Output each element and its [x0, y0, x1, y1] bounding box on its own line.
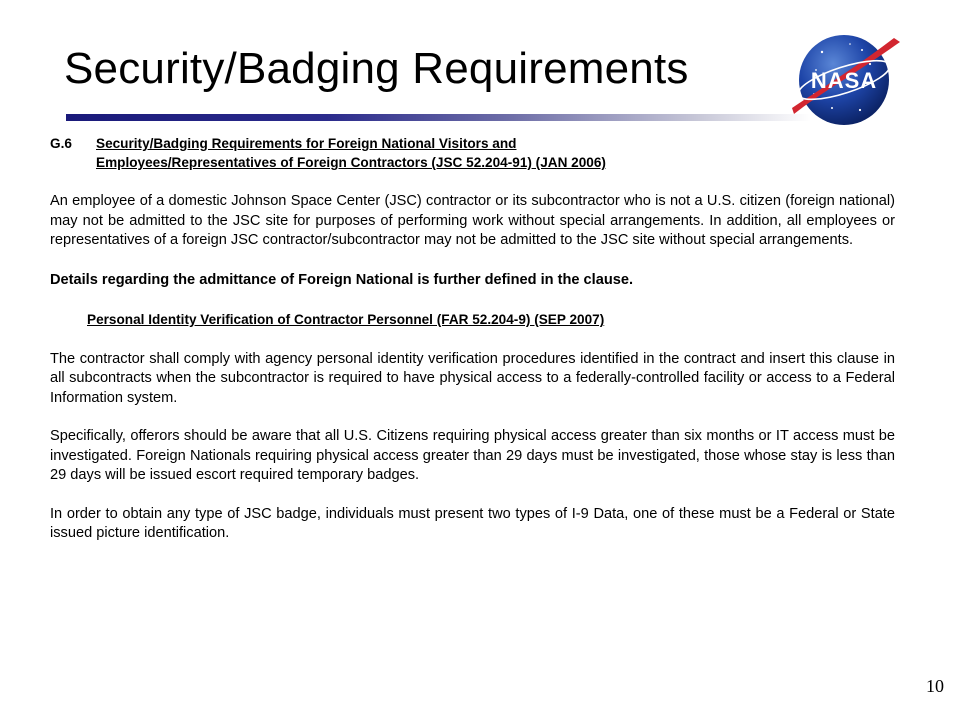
clause-g6-details: Details regarding the admittance of Foreign National is further defined in the clause.: [50, 271, 634, 288]
clause-g6-title-line2: Employees/Representatives of Foreign Contractors (JSC 52.204-91) (JAN 2006): [96, 155, 606, 170]
clause-g6-title-line1: Security/Badging Requirements for Foreign National Visitors and: [96, 136, 517, 151]
nasa-logo-wordmark: NASA: [810, 68, 878, 93]
slide-content: [50, 134, 895, 544]
title-underline-bar: [66, 114, 811, 121]
clause-g6-number: G.6: [50, 136, 72, 151]
clause-far-paragraph-2: Specifically, offerors should be aware that all U.S. Citizens requiring physical access greater than six months or IT access must be investigated. Foreign Nationals requiring physical access greater than 29 days must be investigated, those whose stay is less than 29 days will be issued escort required temporary badges.: [50, 428, 895, 483]
clause-far-paragraph-1: The contractor shall comply with agency personal identity verification procedures identified in the contract and insert this clause in all subcontracts when the subcontractor is required to have physical access to a federally-controlled facility or access to a Federal Information system.: [50, 350, 895, 406]
page-number: 10: [926, 676, 944, 696]
nasa-logo: [792, 30, 904, 130]
clause-g6-heading: [50, 134, 895, 172]
clause-far-paragraph-3: In order to obtain any type of JSC badge, individuals must present two types of I-9 Data, one of these must be a Federal or State issued picture identification.: [50, 505, 895, 541]
slide-title: Security/Badging Requirements: [64, 44, 689, 93]
clause-far-heading: Personal Identity Verification of Contractor Personnel (FAR 52.204-9) (SEP 2007): [87, 312, 605, 327]
clause-g6-body: An employee of a domestic Johnson Space Center (JSC) contractor or its subcontractor who is not a U.S. citizen (foreign national) may not be admitted to the JSC site for purposes of performing work without special arrangements. In addition, all employees or representatives of a foreign JSC contractor/subcontractor may not be admitted to the JSC site without special arrangements.: [50, 193, 895, 248]
